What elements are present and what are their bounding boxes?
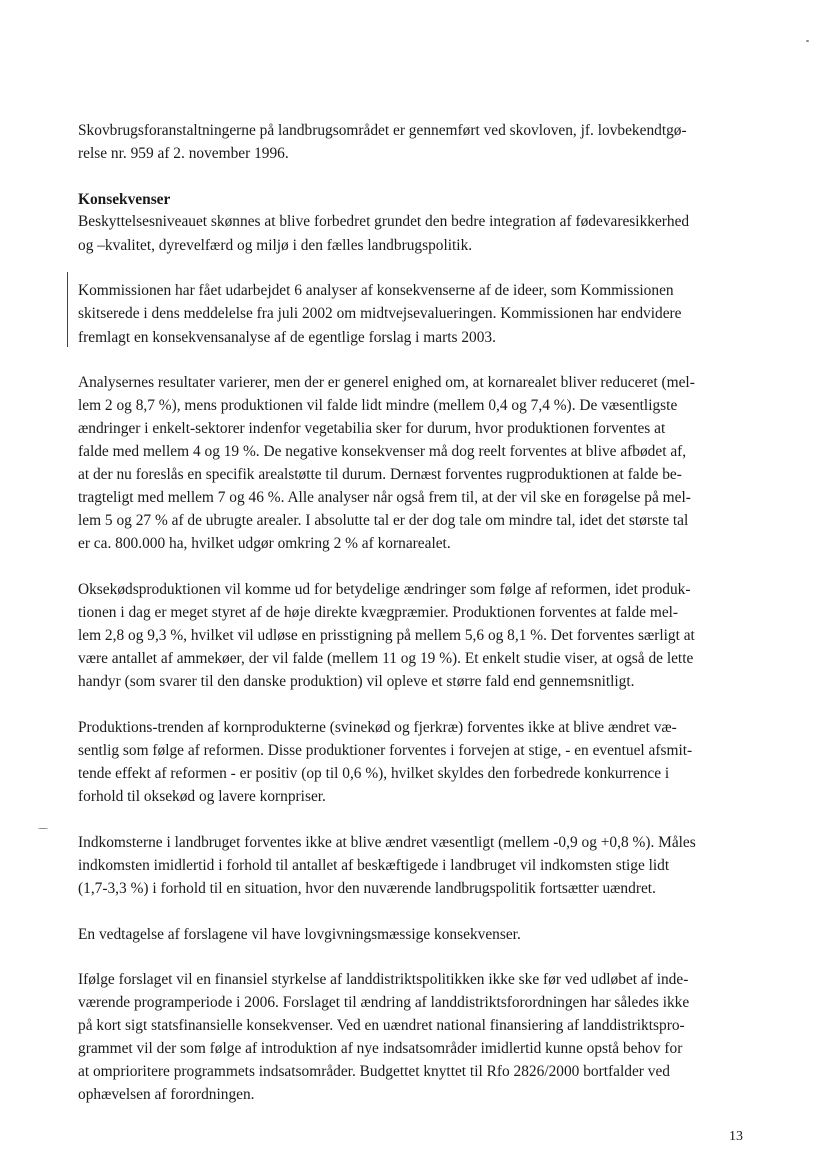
text-line: En vedtagelse af forslagene vil have lovgivningsmæssige konsekvenser.: [78, 926, 521, 943]
text-line: grammet vil der som følge af introduktion af nye indsatsområder imidlertid kunne opstå behov for: [78, 1040, 683, 1057]
text-line: ændringer i enkelt-sektorer indenfor vegetabilia sker for durum, hvor produktionen forventes at: [78, 420, 666, 437]
text-line: Oksekødsproduktionen vil komme ud for betydelige ændringer som følge af reformen, idet produk-: [78, 581, 691, 598]
text-line: Indkomsterne i landbruget forventes ikke at blive ændret væsentligt (mellem -0,9 og +0,8 %). Måles: [78, 834, 696, 851]
section-heading: Konsekvenser: [78, 191, 171, 208]
text-line: ophævelsen af forordningen.: [78, 1086, 255, 1103]
text-line: tende effekt af reformen - er positiv (op til 0,6 %), hvilket skyldes den forbedrede konkurrence i: [78, 765, 670, 782]
text-line: sentlig som følge af reformen. Disse produktioner forventes i forvejen at stige, - en eventuel afsmit-: [78, 742, 693, 759]
text-line: skitserede i dens meddelelse fra juli 2002 om midtvejsevalueringen. Kommissionen har endvidere: [78, 305, 682, 322]
text-line: forhold til oksekød og lavere kornpriser.: [78, 788, 326, 805]
text-line: på kort sigt statsfinansielle konsekvenser. Ved en uændret national finansiering af landdistriktspro-: [78, 1017, 685, 1034]
text-line: er ca. 800.000 ha, hvilket udgør omkring 2 % af kornarealet.: [78, 535, 451, 552]
text-line: Analysernes resultater varierer, men der er generel enighed om, at kornarealet bliver reduceret (mel-: [78, 374, 695, 391]
text-line: og –kvalitet, dyrevelfærd og miljø i den fælles landbrugspolitik.: [78, 237, 473, 254]
text-line: relse nr. 959 af 2. november 1996.: [78, 145, 289, 162]
text-line: handyr (som svarer til den danske produktion) vil opleve et større fald end gennemsnitligt.: [78, 673, 635, 690]
text-line: Skovbrugsforanstaltningerne på landbrugsområdet er gennemført ved skovloven, jf. lovbekendtgø-: [78, 122, 687, 139]
text-line: Kommissionen har fået udarbejdet 6 analyser af konsekvenserne af de ideer, som Kommissionen: [78, 282, 674, 299]
text-line: at der nu foreslås en specifik arealstøtte til durum. Dernæst forventes rugproduktionen at falde be-: [78, 466, 682, 483]
text-line: lem 2,8 og 9,3 %, hvilket vil udløse en prisstigning på mellem 5,6 og 8,1 %. Det forventes særligt at: [78, 627, 695, 644]
text-line: værende programperiode i 2006. Forslaget til ændring af landdistriktsforordningen har således ikke: [78, 994, 690, 1011]
page-number: 13: [729, 1129, 743, 1144]
text-line: indkomsten imidlertid i forhold til antallet af beskæftigede i landbruget vil indkomsten stige lidt: [78, 857, 670, 874]
text-line: lem 5 og 27 % af de ubrugte arealer. I absolutte tal er der dog tale om mindre tal, idet det største tal: [78, 512, 689, 529]
text-line: Ifølge forslaget vil en finansiel styrkelse af landdistriktspolitikken ikke ske før ved udløbet af inde-: [78, 971, 689, 988]
margin-revision-bar: [67, 272, 68, 347]
scan-speck: [38, 828, 48, 829]
text-line: Produktions-trenden af kornprodukterne (svinekød og fjerkræ) forventes ikke at blive ændret væ-: [78, 719, 677, 736]
scan-speck: [806, 40, 809, 42]
text-line: tionen i dag er meget styret af de høje direkte kvægpræmier. Produktionen forventes at falde mel-: [78, 604, 679, 621]
text-line: fremlagt en konsekvensanalyse af de egentlige forslag i marts 2003.: [78, 329, 496, 346]
text-line: tragteligt med mellem 7 og 46 %. Alle analyser når også frem til, at der vil ske en forøgelse på mel-: [78, 489, 691, 506]
text-line: være antallet af ammekøer, der vil falde (mellem 11 og 19 %). Et enkelt studie viser, at også de lette: [78, 650, 694, 667]
text-line: Beskyttelsesniveauet skønnes at blive forbedret grundet den bedre integration af fødevaresikkerhed: [78, 213, 690, 230]
text-line: falde med mellem 4 og 19 %. De negative konsekvenser må dog reelt forventes at blive afbødet af,: [78, 443, 687, 460]
text-line: at omprioritere programmets indsatsområder. Budgettet knyttet til Rfo 2826/2000 bortfalder ved: [78, 1063, 670, 1080]
text-line: (1,7-3,3 %) i forhold til en situation, hvor den nuværende landbrugspolitik fortsætter uændret.: [78, 880, 656, 897]
text-line: lem 2 og 8,7 %), mens produktionen vil falde lidt mindre (mellem 0,4 og 7,4 %). De væsentligste: [78, 397, 678, 414]
